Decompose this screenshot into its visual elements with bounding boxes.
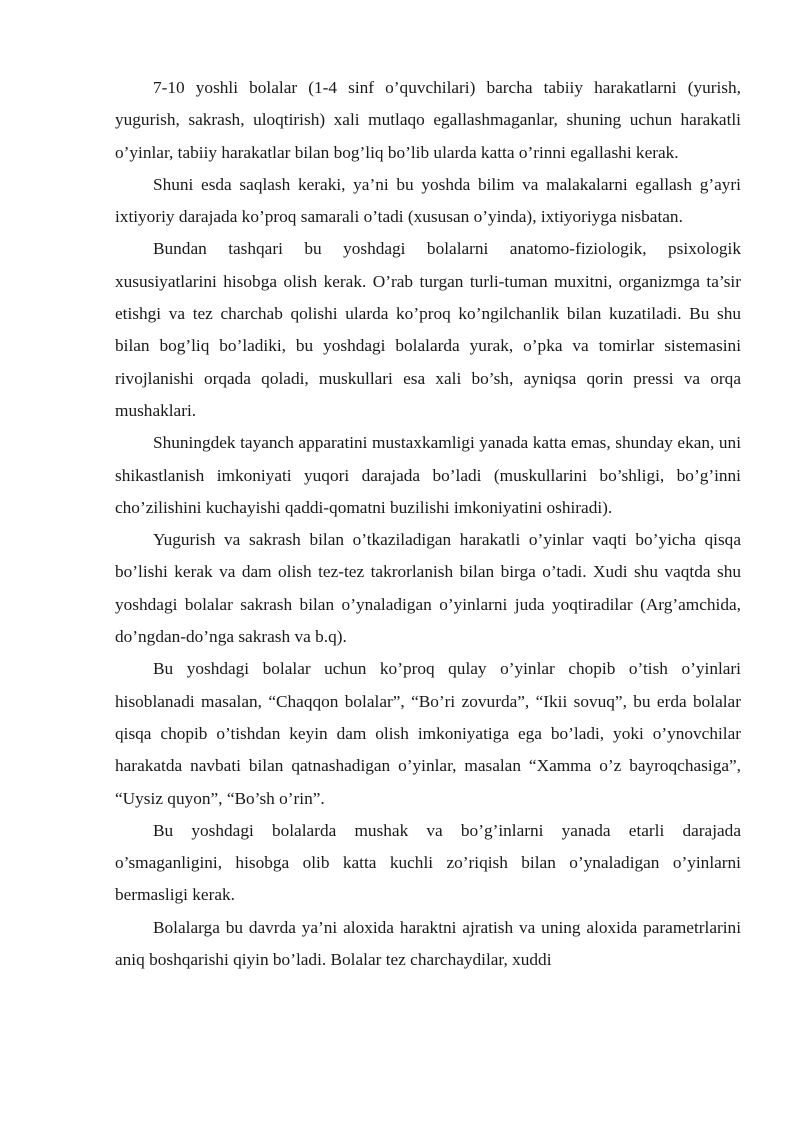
paragraph-7: Bu yoshdagi bolalarda mushak va bo’g’inlarni yanada etarli darajada o’smaganligini, hisobga olib katta kuchli zo’riqish bilan o’ynaladigan o’yinlarni bermasligi kerak. xyxy=(115,820,741,905)
paragraph-5: Yugurish va sakrash bilan o’tkaziladigan harakatli o’yinlar vaqti bo’yicha qisqa bo’lishi kerak va dam olish tez-tez takrorlanish bilan birga o’tadi. Xudi shu vaqtda shu yoshdagi bolalar sakrash bilan o’ynaladigan o’yinlarni juda yoqtiradilar (Arg’amchida, do’ngdan-do’nga sakrash va b.q). xyxy=(115,530,741,647)
paragraph-3: Bundan tashqari bu yoshdagi bolalarni anatomo-fiziologik, psixologik xususiyatlarini hisobga olish kerak. O’rab turgan turli-tuman muxitni, organizmga ta’sir etishgi va tez charchab qolishi ularda ko’proq ko’ngilchanlik bilan kuzatiladi. Bu shu bilan bog’liq bo’ladiki, bu yoshdagi bolalarda yurak, o’pka va tomirlar sistemasini rivojlanishi orqada qoladi, muskullari esa xali bo’sh, ayniqsa qorin pressi va orqa mushaklari. xyxy=(115,239,741,420)
paragraph-8: Bolalarga bu davrda ya’ni aloxida haraktni ajratish va uning aloxida parametrlarini aniq boshqarishi qiyin bo’ladi. Bolalar tez charchaydilar, xuddi xyxy=(115,917,741,970)
paragraph-6: Bu yoshdagi bolalar uchun ko’proq qulay o’yinlar chopib o’tish o’yinlari hisoblanadi masalan, “Chaqqon bolalar”, “Bo’ri zovurda”, “Ikii sovuq”, bu erda bolalar qisqa chopib o’tishdan keyin dam olish imkoniyatiga ega bo’ladi, yoki o’ynovchilar harakatda navbati bilan qatnashadigan o’yinlar, masalan “Xamma o’z bayroqchasiga”, “Uysiz quyon”, “Bo’sh o’rin”. xyxy=(115,659,741,808)
document-page xyxy=(115,72,741,976)
paragraph-1: 7-10 yoshli bolalar (1-4 sinf o’quvchilari) barcha tabiiy harakatlarni (yurish, yugurish, sakrash, uloqtirish) xali mutlaqo egallashmaganlar, shuning uchun harakatli o’yinlar, tabiiy harakatlar bilan bog’liq bo’lib ularda katta o’rinni egallashi kerak. xyxy=(115,78,741,162)
paragraph-2: Shuni esda saqlash keraki, ya’ni bu yoshda bilim va malakalarni egallash g’ayri ixtiyoriy darajada ko’proq samarali o’tadi (xususan o’yinda), ixtiyoriyga nisbatan. xyxy=(115,174,741,227)
paragraph-4: Shuningdek tayanch apparatini mustaxkamligi yanada katta emas, shunday ekan, uni shikastlanish imkoniyati yuqori darajada bo’ladi (muskullarini bo’shligi, bo’g’inni cho’zilishini kuchayishi qaddi-qomatni buzilishi imkoniyatini oshiradi). xyxy=(115,433,741,517)
